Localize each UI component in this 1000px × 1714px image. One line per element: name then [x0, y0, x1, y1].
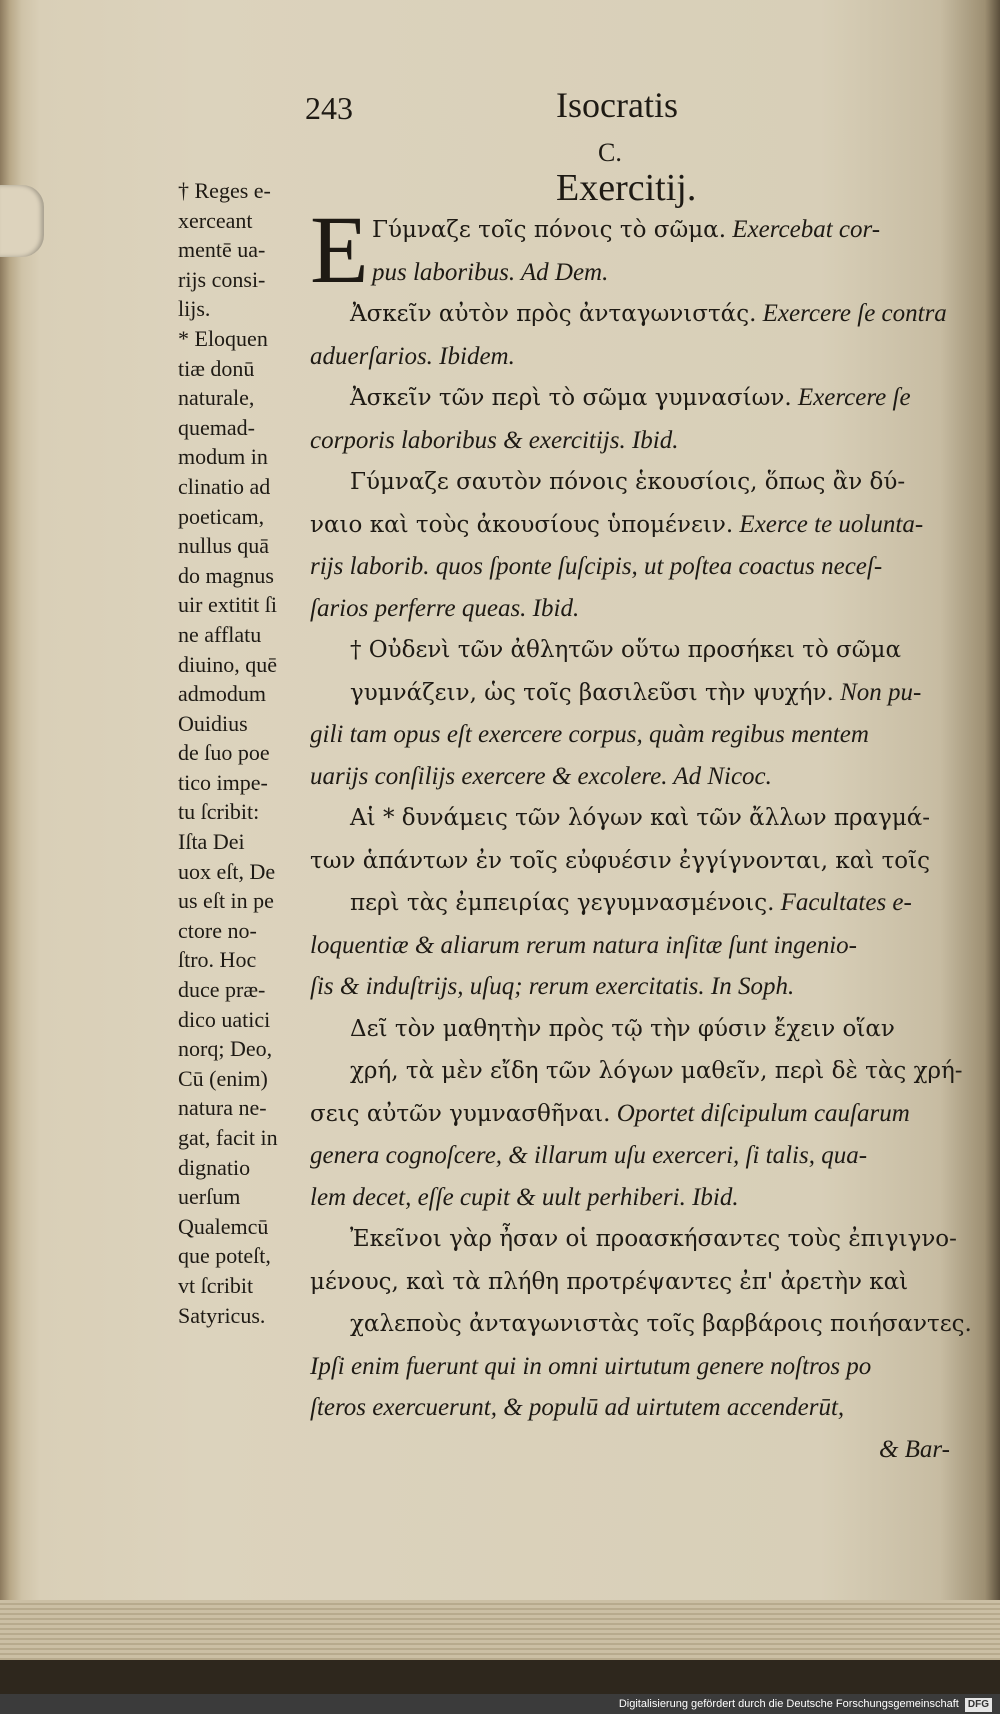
greek-text: Ἀσκεῖν τῶν περὶ τὸ σῶμα γυμνασίων. [350, 385, 792, 411]
margin-note-line: modum in [178, 444, 268, 470]
text-line [310, 756, 950, 798]
margin-note-line: uir extitit ſi [178, 592, 277, 618]
margin-note-line: naturale, [178, 385, 255, 411]
margin-note-line: tiæ donū [178, 355, 255, 381]
latin-text: Oportet diſcipulum cauſarum [610, 1099, 910, 1127]
latin-text: aduerſarios. Ibidem. [310, 342, 515, 370]
page-header [0, 84, 1000, 134]
body-text [310, 196, 972, 1470]
greek-text: Αἱ * δυνάμεις τῶν λόγων καὶ τῶν ἄλλων πραγμά- [350, 805, 931, 831]
greek-text: Γύμναζε τοῖς πόνοις τὸ σῶμα. [372, 217, 727, 243]
running-head: Isocratis [556, 85, 678, 125]
text-line [310, 377, 950, 420]
margin-note-line: Qualemcū [178, 1213, 269, 1239]
margin-note-line: diuino, quē [178, 651, 277, 677]
margin-note-line: uox eſt, De [178, 858, 276, 884]
text-line [310, 588, 950, 630]
margin-note-line: duce præ- [178, 977, 266, 1003]
signature-mark: C. [598, 138, 622, 167]
text-line [310, 1261, 950, 1304]
greek-text: ναιο καὶ τοὺς ἀκουσίους ὑπομένειν. [310, 511, 734, 538]
page-number: 243 [305, 90, 353, 126]
margin-note-line: quemad- [178, 414, 255, 440]
greek-text: περὶ τὰς ἐμπειρίας γεγυμνασμένοις. [350, 890, 775, 916]
latin-text: pus laboribus. Ad Dem. [372, 258, 609, 286]
margin-note-line: vt ſcribit [178, 1272, 254, 1298]
text-line [310, 1387, 950, 1429]
latin-text: genera cognoſcere, & illarum uſu exerceri, ſi talis, qua- [310, 1142, 868, 1169]
text-line [310, 504, 950, 547]
latin-text: rijs laborib. quos ſponte ſuſcipis, ut poſtea coactus neceſ- [310, 553, 883, 580]
margin-note-line: lijs. [178, 296, 211, 322]
margin-note-line: xerceant [178, 207, 253, 233]
greek-text: χαλεποὺς ἀνταγωνιστὰς τοῖς βαρβάροις ποιήσαντες. [350, 1311, 972, 1337]
text-line [310, 1008, 950, 1051]
margin-note-line: Cū (enim) [178, 1065, 268, 1091]
text-line [310, 1050, 963, 1093]
margin-note-line: mentē ua- [178, 237, 266, 263]
greek-text: Δεῖ τὸν μαθητὴν πρὸς τῷ τὴν φύσιν ἔχειν οἵαν [350, 1015, 895, 1042]
greek-text: χρή, τὰ μὲν εἴδη τῶν λόγων μαθεῖν, περὶ δὲ τὰς χρή- [350, 1058, 963, 1084]
margin-note-line: gat, facit in [178, 1125, 278, 1150]
text-line [310, 840, 950, 883]
margin-note-line: Iſta Dei [178, 829, 245, 855]
text-line [310, 1177, 950, 1219]
margin-note-line: † Reges e- [178, 178, 271, 203]
text-line [310, 1303, 972, 1346]
latin-text: Facultates e- [774, 889, 912, 916]
greek-text: † Οὐδενὶ τῶν ἀθλητῶν οὕτω προσήκει τὸ σῶμα [350, 637, 902, 663]
text-line [310, 966, 950, 1008]
section-title: Exercitij. [556, 167, 697, 209]
margin-note-line: dico uatici [178, 1006, 271, 1032]
margin-note-line: clinatio ad [178, 473, 271, 499]
margin-notes [178, 176, 308, 1330]
greek-text: Γύμναζε σαυτὸν πόνοις ἑκουσίοις, ὅπως ἂν δύ- [350, 469, 906, 495]
greek-text: σεις αὐτῶν γυμνασθῆναι. [310, 1100, 611, 1127]
margin-note-line: de ſuo poe [178, 740, 270, 766]
latin-text: ſis & induſtrijs, uſuq; rerum exercitatis. In Soph. [310, 973, 795, 1000]
margin-note-line: natura ne- [178, 1095, 267, 1121]
margin-note-line: poeticam, [178, 503, 265, 529]
latin-text: corporis laboribus & exercitijs. Ibid. [310, 426, 679, 454]
text-line [310, 629, 950, 672]
text-line [310, 336, 950, 378]
text-line [310, 882, 950, 925]
greek-text: μένους, καὶ τὰ πλήθη προτρέψαντες ἐπ' ἀρετὴν καὶ [310, 1268, 909, 1295]
text-line [310, 293, 950, 336]
footer-bar [0, 1694, 1000, 1714]
latin-text: uarijs conſilijs exercere & excolere. Ad Nicoc. [310, 762, 772, 790]
text-line [310, 420, 950, 462]
latin-text: ſteros exercuerunt, & populū ad uirtutem accenderūt, [310, 1394, 845, 1421]
greek-text: των ἁπάντων ἐν τοῖς εὐφυέσιν ἐγγίγνονται, καὶ τοῖς [310, 847, 931, 874]
text-line [310, 1135, 950, 1177]
margin-note-line: Satyricus. [178, 1302, 266, 1328]
latin-text: loquentiæ & aliarum rerum natura inſitæ ſunt ingenio- [310, 931, 857, 959]
text-line [310, 546, 950, 588]
text-line [310, 672, 950, 715]
margin-note-line: ne afflatu [178, 621, 262, 647]
latin-text: Exercere ſe [791, 384, 911, 411]
text-line [310, 209, 950, 252]
latin-text: lem decet, eſſe cupit & uult perhiberi. Ibid. [310, 1183, 739, 1211]
text-line [310, 925, 950, 967]
text-line [310, 1093, 950, 1136]
latin-text: Exerce te uolunta- [733, 510, 924, 538]
latin-text: & Bar- [878, 1435, 950, 1463]
text-line [310, 1218, 957, 1261]
drop-cap: E [310, 196, 369, 303]
margin-note-line: tu ſcribit: [178, 799, 260, 825]
text-line [310, 461, 950, 504]
margin-note-line: us eſt in pe [178, 888, 274, 914]
latin-text: ſarios perferre queas. Ibid. [310, 594, 580, 622]
margin-note-line: uerſum [178, 1184, 241, 1210]
text-line [310, 714, 950, 756]
margin-note-line: que poteſt, [178, 1243, 271, 1269]
greek-text: Ἀσκεῖν αὐτὸν πρὸς ἀνταγωνιστάς. [350, 301, 757, 327]
margin-note-line: do magnus [178, 562, 274, 588]
margin-note-line: Ouidius [178, 710, 248, 736]
latin-text: Exercebat cor- [726, 216, 881, 243]
text-line [310, 797, 950, 840]
margin-note-line: ctore no- [178, 917, 257, 943]
latin-text: Ipſi enim fuerunt qui in omni uirtutum genere noſtros po [310, 1352, 872, 1380]
margin-note-line: tico impe- [178, 769, 268, 795]
latin-text: gili tam opus eſt exercere corpus, quàm regibus mentem [310, 721, 869, 748]
text-line [310, 1346, 950, 1388]
margin-note-line: nullus quā [178, 533, 270, 559]
margin-note-line: ſtro. Hoc [178, 947, 257, 973]
margin-note-line: * Eloquen [178, 325, 268, 351]
greek-text: γυμνάζειν, ὡς τοῖς βασιλεῦσι τὴν ψυχήν. [350, 679, 834, 706]
text-line [310, 252, 950, 294]
margin-note-line: dignatio [178, 1154, 251, 1180]
greek-text: Ἐκεῖνοι γὰρ ἦσαν οἱ προασκήσαντες τοὺς ἐπιγιγνο- [350, 1226, 957, 1252]
margin-note-line: norq; Deo, [178, 1036, 273, 1062]
footer-text: Digitalisierung gefördert durch die Deutsche Forschungsgemeinschaft [618, 1698, 959, 1710]
text-line [310, 1429, 950, 1471]
latin-text: Non pu- [833, 678, 922, 706]
latin-text: Exercere ſe contra [756, 300, 947, 327]
margin-note-line: admodum [178, 681, 266, 707]
dfg-logo: DFG [965, 1698, 992, 1712]
page-tab [0, 185, 44, 257]
binding-shadow [0, 1660, 1000, 1696]
margin-note-line: rijs consi- [178, 266, 266, 292]
